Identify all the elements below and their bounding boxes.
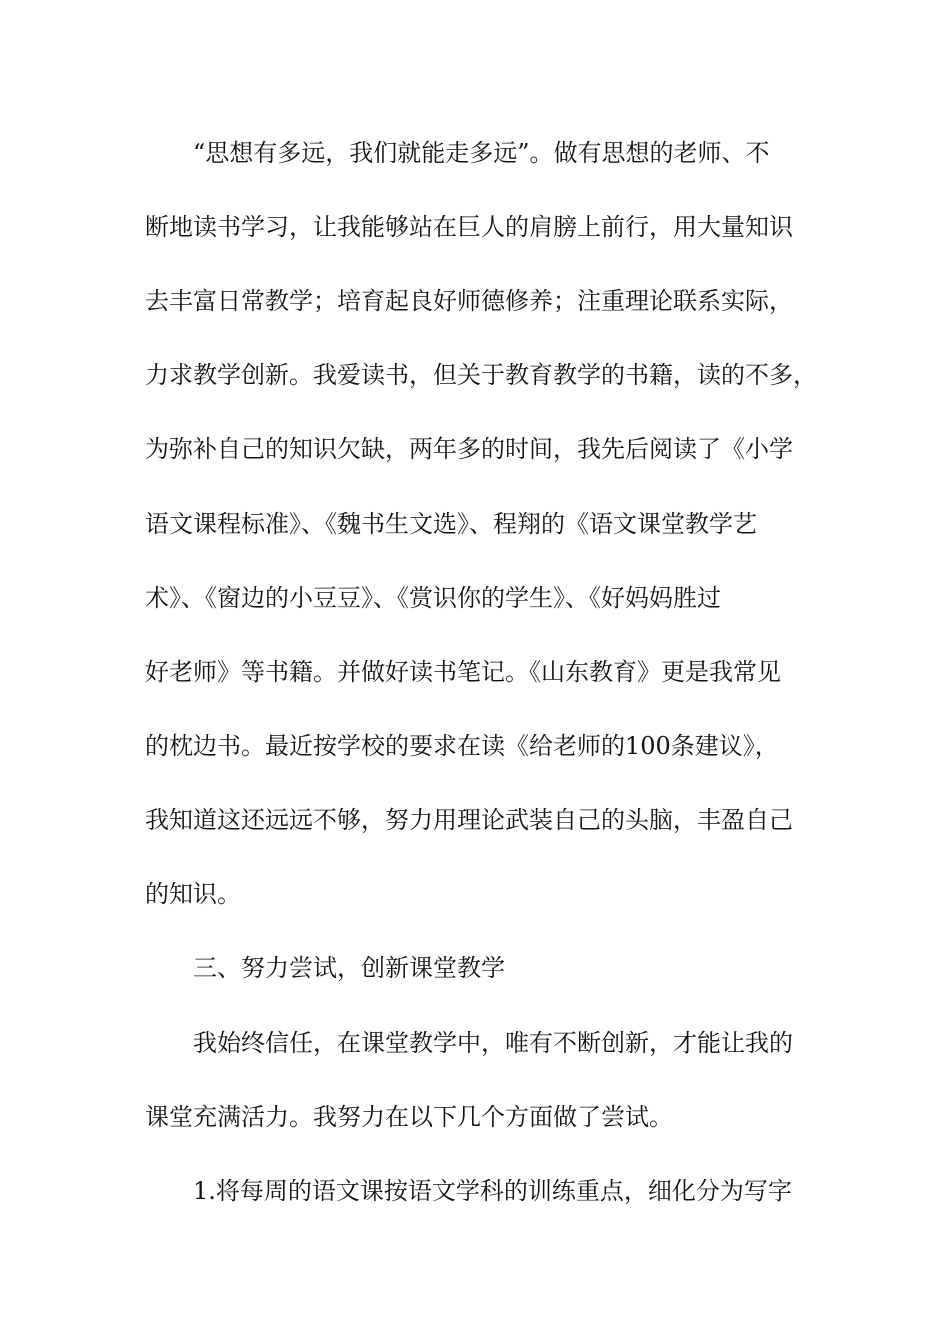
- paragraph-line: 我知道这还远远不够，努力用理论武装自己的头脑，丰盈自己: [145, 806, 793, 834]
- paragraph-line: 去丰富日常教学；培育起良好师德修养；注重理论联系实际，: [145, 287, 793, 315]
- paragraph-line: 的知识。: [145, 880, 241, 908]
- paragraph-line: 断地读书学习，让我能够站在巨人的肩膀上前行，用大量知识: [145, 213, 793, 241]
- paragraph-line: 语文课程标准》、《魏书生文选》、程翔的《语文课堂教学艺: [145, 510, 757, 538]
- paragraph-line: 力求教学创新。我爱读书，但关于教育教学的书籍，读的不多，: [145, 361, 817, 389]
- section-heading: 三、努力尝试，创新课堂教学: [193, 954, 505, 982]
- paragraph-line: “思想有多远，我们就能走多远”。做有思想的老师、不: [193, 139, 770, 167]
- paragraph-line: 术》、《窗边的小豆豆》、《赏识你的学生》、《好妈妈胜过: [145, 584, 721, 612]
- list-item-line: 1.将每周的语文课按语文学科的训练重点，细化分为写字: [193, 1177, 792, 1205]
- paragraph-line: 的枕边书。最近按学校的要求在读《给老师的100条建议》，: [145, 732, 779, 760]
- paragraph-line: 我始终信任，在课堂教学中，唯有不断创新，才能让我的: [193, 1029, 793, 1057]
- paragraph-line: 好老师》等书籍。并做好读书笔记。《山东教育》更是我常见: [145, 658, 781, 686]
- paragraph-line: 课堂充满活力。我努力在以下几个方面做了尝试。: [145, 1103, 673, 1131]
- paragraph-line: 为弥补自己的知识欠缺，两年多的时间，我先后阅读了《小学: [145, 435, 793, 463]
